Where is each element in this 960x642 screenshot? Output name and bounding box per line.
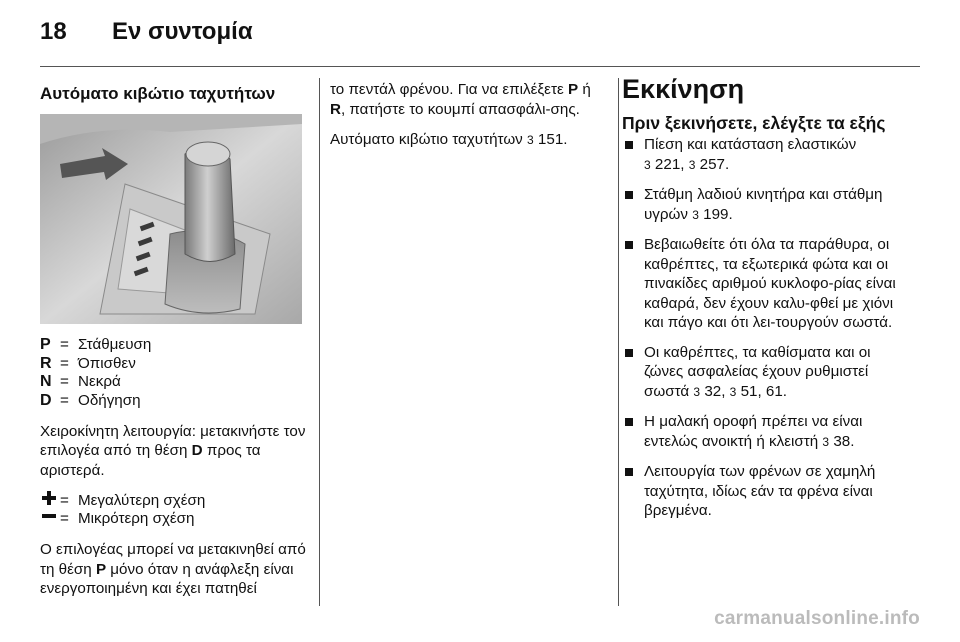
text-run: , πατήστε το κουμπί απασφάλι-σης. — [340, 100, 580, 118]
legend-label: Μεγαλύτερη σχέση — [78, 491, 206, 509]
legend-label: Οδήγηση — [78, 391, 141, 409]
list-item — [622, 343, 912, 403]
column-divider — [618, 78, 619, 606]
page-ref[interactable]: 32, — [704, 382, 730, 400]
text-run: προς τα αριστερά. — [40, 442, 261, 479]
legend-label: Μικρότερη σχέση — [78, 510, 195, 527]
legend-key: R — [40, 354, 52, 372]
legend-row — [40, 391, 310, 410]
section-title-start: Εκκίνηση — [622, 74, 745, 104]
plus-icon — [40, 489, 60, 507]
bold-key: R — [330, 100, 341, 118]
bold-key: P — [567, 81, 579, 98]
legend-row — [40, 336, 310, 355]
text-run: ή — [578, 81, 591, 98]
legend-eq: = — [60, 491, 69, 509]
gear-selector-photo — [40, 114, 302, 324]
chapter-title: Εν συντομία — [112, 18, 253, 45]
cross-reference-paragraph — [330, 130, 608, 151]
page-ref-icon: 3 — [644, 157, 651, 172]
legend-key: P — [40, 336, 51, 353]
item-text: Λειτουργία των φρένων σε χαμηλή ταχύτητα, ιδίως εάν τα φρένα είναι βρεγμένα. — [644, 463, 876, 519]
item-text: Πίεση και κατάσταση ελαστικών — [644, 136, 857, 153]
page-header — [40, 18, 253, 46]
page-ref-icon: 3 — [729, 384, 737, 399]
text-run: μόνο όταν η ανάφλεξη είναι ενεργοποιημένη και έχει πατηθεί — [40, 560, 294, 597]
legend-label: Νεκρά — [78, 373, 121, 390]
page-ref-icon: 3 — [822, 434, 830, 449]
section-title-automatic-transmission: Αυτόματο κιβώτιο ταχυτήτων — [40, 84, 276, 103]
page-ref-icon: 3 — [688, 157, 696, 172]
legend-key: N — [40, 373, 52, 390]
selector-paragraph — [40, 540, 310, 599]
column-2 — [330, 80, 608, 162]
text-run: Χειροκίνητη λειτουργία: μετακινήστε τον επιλογέα από τη θέση — [40, 422, 306, 459]
legend-label: Στάθμευση — [78, 336, 152, 353]
bold-key: D — [191, 442, 203, 459]
page-number: 18 — [40, 18, 67, 45]
legend-eq: = — [60, 354, 69, 372]
legend-eq: = — [60, 510, 69, 527]
page-ref-icon: 3 — [527, 133, 534, 147]
watermark: carmanualsonline.info — [714, 608, 920, 629]
text-run: Αυτόματο κιβώτιο ταχυτήτων — [330, 131, 527, 148]
minus-icon — [40, 507, 60, 525]
column-3 — [622, 74, 912, 531]
page-ref-icon: 3 — [692, 207, 699, 222]
page-ref[interactable]: 38. — [833, 432, 855, 450]
header-rule — [40, 66, 920, 67]
legend-eq: = — [60, 373, 69, 390]
page-ref[interactable]: 257. — [699, 155, 730, 173]
brake-paragraph — [330, 80, 608, 119]
column-1 — [40, 80, 310, 610]
item-text: Οι καθρέπτες, τα καθίσματα και οι ζώνες ασφαλείας έχουν ρυθμιστεί σωστά — [644, 343, 871, 400]
subsection-title: Πριν ξεκινήσετε, ελέγξτε τα εξής — [622, 112, 886, 133]
legend-row — [40, 491, 310, 510]
shift-symbol-legend — [40, 491, 310, 528]
page-ref-icon: 3 — [693, 384, 701, 399]
legend-key: D — [40, 391, 52, 409]
page-ref[interactable]: 221, — [654, 155, 689, 173]
bold-key: P — [95, 560, 107, 578]
list-item — [622, 235, 912, 333]
legend-eq: = — [60, 391, 69, 409]
page-ref[interactable]: 51, 61. — [740, 382, 788, 400]
list-item — [622, 135, 912, 175]
page-ref[interactable]: 199. — [703, 205, 733, 223]
legend-row — [40, 510, 310, 529]
text-run: Ο επιλογέας μπορεί να μετακινηθεί από τη θέση — [40, 541, 306, 578]
item-text: Στάθμη λαδιού κινητήρα και στάθμη υγρών — [644, 186, 883, 223]
list-item — [622, 462, 912, 521]
item-text: Βεβαιωθείτε ότι όλα τα παράθυρα, οι καθρέπτες, τα εξωτερικά φώτα και οι πινακίδες αριθμού κυκλοφο-ρίας είναι καθαρά, δεν έχουν καλυ-φθεί με χιόνι και πάγο και ότι λει-τουργούν σωστά. — [644, 236, 896, 331]
list-item — [622, 412, 912, 452]
manual-mode-paragraph — [40, 422, 310, 481]
column-divider — [319, 78, 320, 606]
legend-row — [40, 354, 310, 373]
item-text: Η μαλακή οροφή πρέπει να είναι εντελώς ανοικτή ή κλειστή — [644, 413, 863, 450]
gear-position-legend — [40, 336, 310, 410]
legend-label: Όπισθεν — [78, 354, 136, 372]
legend-row — [40, 373, 310, 392]
list-item — [622, 185, 912, 225]
checklist — [622, 135, 912, 521]
page-ref[interactable]: 151. — [537, 131, 568, 148]
text-run: το πεντάλ φρένου. Για να επιλέξετε — [330, 81, 568, 98]
legend-eq: = — [60, 336, 69, 353]
